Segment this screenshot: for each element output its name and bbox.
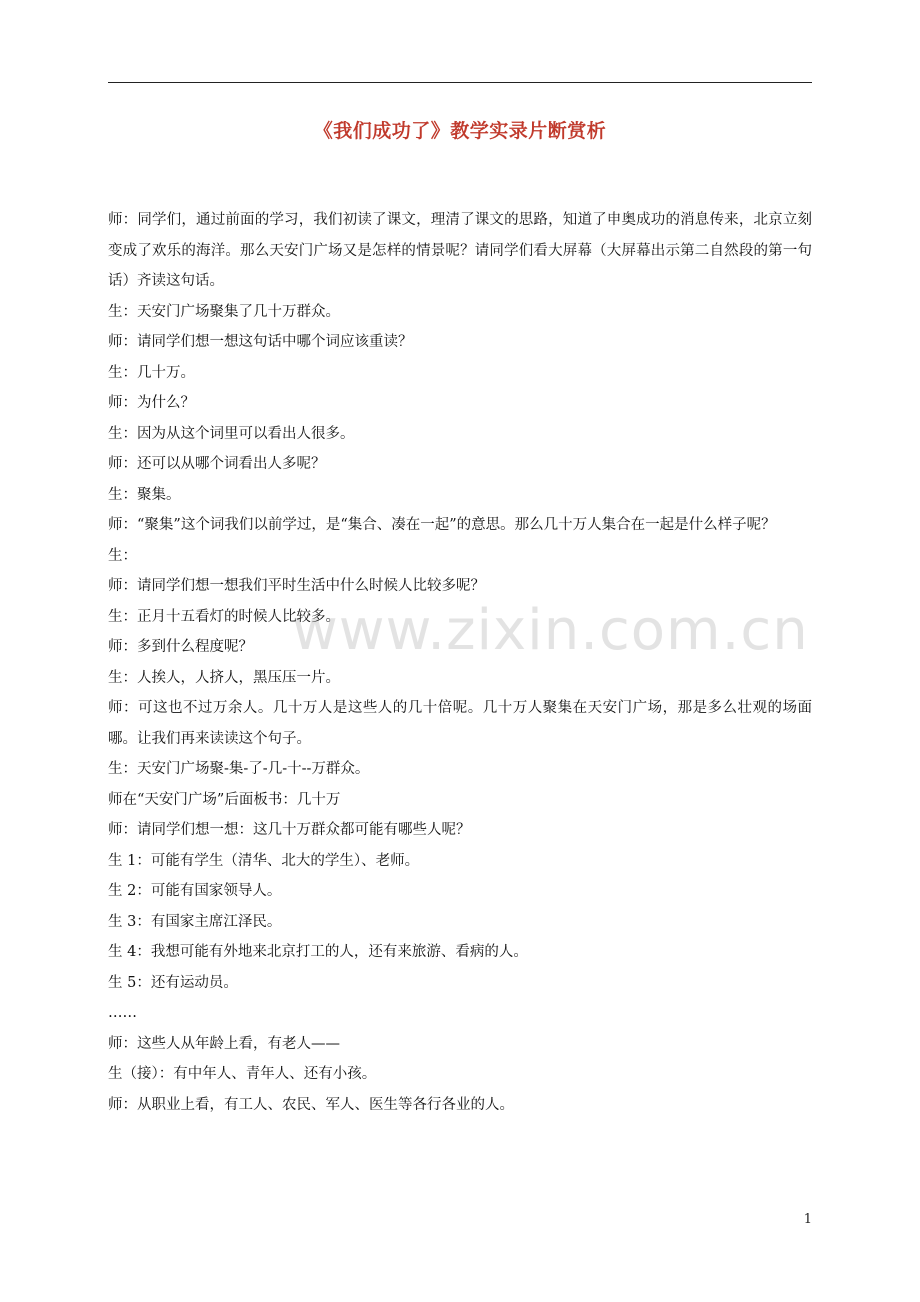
paragraph: 生（接）：有中年人、青年人、还有小孩。: [108, 1066, 377, 1082]
paragraph: 生：人挨人，人挤人，黑压压一片。: [108, 669, 340, 686]
watermark: www.zixin.com.cn: [292, 598, 809, 663]
paragraph: 生 2：可能有国家领导人。: [108, 883, 282, 899]
paragraph: 生 3：有国家主席江泽民。: [108, 913, 282, 930]
paragraph: 师：还可以从哪个词看出人多呢？: [108, 456, 326, 472]
paragraph: 生：天安门广场聚-集-了-几-十--万群众。: [108, 761, 370, 777]
paragraph: 师在“天安门广场”后面板书：几十万: [108, 791, 341, 808]
paragraph: 师：“聚集”这个词我们以前学过，是“集合、凑在一起”的意思。那么几十万人集合在一起是什么样子呢？: [108, 517, 776, 533]
paragraph: 生：天安门广场聚集了几十万群众。: [108, 303, 340, 320]
paragraph: 师：从职业上看，有工人、农民、军人、医生等各行各业的人。: [108, 1096, 514, 1113]
paragraph: 生：: [108, 547, 137, 564]
paragraph: 师：请同学们想一想这句话中哪个词应该重读？: [108, 334, 413, 350]
document-title: 《我们成功了》教学实录片断赏析: [313, 120, 607, 142]
paragraph: 生：因为从这个词里可以看出人很多。: [108, 425, 355, 442]
paragraph: 师：可这也不过万余人。几十万人是这些人的几十倍呢。几十万人聚集在天安门广场，那是多么壮观的场面哪。让我们再来读读这个句子。: [108, 700, 812, 747]
paragraph: 生 1：可能有学生（清华、北大的学生）、老师。: [108, 852, 420, 869]
document-body: [108, 205, 812, 1120]
paragraph: 师：这些人从年龄上看，有老人——: [108, 1035, 340, 1052]
paragraph: 师：多到什么程度呢？: [108, 639, 253, 655]
paragraph: 生 4：我想可能有外地来北京打工的人，还有来旅游、看病的人。: [108, 944, 528, 960]
paragraph: 师：为什么？: [108, 395, 195, 411]
paragraph: 师：请同学们想一想我们平时生活中什么时候人比较多呢？: [108, 578, 485, 594]
paragraph: 生：几十万。: [108, 364, 195, 381]
paragraph: ……: [108, 1005, 137, 1021]
page-number: 1: [803, 1212, 812, 1227]
paragraph: 生 5：还有运动员。: [108, 974, 238, 991]
header-rule: [108, 82, 812, 83]
paragraph: 师：同学们，通过前面的学习，我们初读了课文，理清了课文的思路，知道了申奥成功的消息传来，北京立刻变成了欢乐的海洋。那么天安门广场又是怎样的情景呢？请同学们看大屏幕（大屏幕出示第二自然段的第一句话）齐读这句话。: [108, 212, 812, 289]
paragraph: 师：请同学们想一想：这几十万群众都可能有哪些人呢？: [108, 822, 471, 838]
paragraph: 生：聚集。: [108, 486, 181, 503]
paragraph: 生：正月十五看灯的时候人比较多。: [108, 608, 340, 625]
